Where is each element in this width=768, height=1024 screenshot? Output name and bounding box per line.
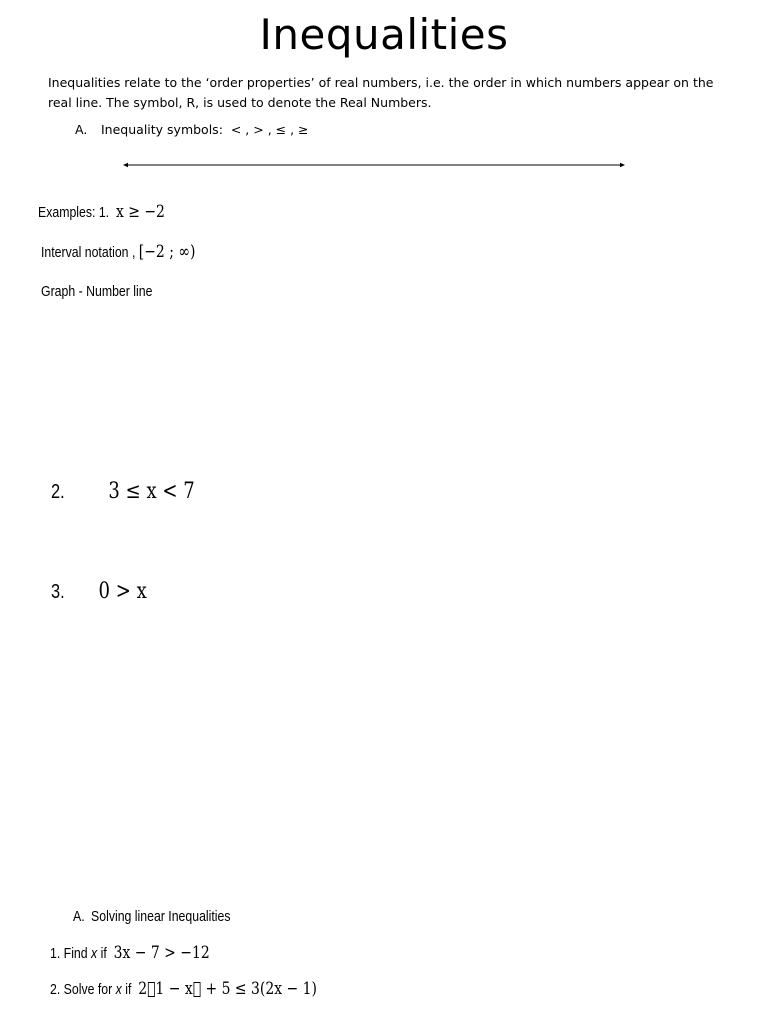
number-line-right-arrow: [620, 163, 625, 167]
intro-paragraph: Inequalities relate to the ‘order properties’ of real numbers, i.e. the order in which numbers appear on the real line. The symbol, R, is used to denote the Real Numbers.: [48, 75, 714, 110]
question-2-var: x: [115, 981, 122, 998]
page-title: Inequalities: [259, 10, 509, 59]
graph-label-text: Graph - Number line: [41, 283, 153, 300]
question-1-math: 3x − 7 > −12: [113, 943, 210, 963]
question-1: [50, 943, 210, 963]
question-1-var: x: [91, 945, 98, 962]
number-line: [120, 157, 630, 173]
example-3-number: 3.: [51, 581, 65, 603]
question-2-prefix: 2. Solve for: [50, 981, 113, 998]
inequality-symbols-label: Inequality symbols:: [101, 122, 223, 137]
section-b-label: Solving linear Inequalities: [91, 908, 231, 925]
inequality-symbols-line: [75, 122, 309, 137]
example-1-prefix: Examples: 1.: [38, 204, 110, 221]
section-a-marker: A.: [75, 122, 88, 137]
example-2-number: 2.: [51, 481, 65, 503]
section-b-heading: [73, 908, 231, 925]
question-2-math: 2⃞1 − x⃞ + 5 ≤ 3(2x − 1): [138, 979, 317, 999]
example-3: [51, 579, 147, 604]
section-b-marker: A.: [73, 908, 85, 925]
example-2: [51, 479, 195, 504]
example-1-math: x ≥ −2: [115, 202, 165, 222]
example-3-math: 0 > x: [98, 579, 147, 604]
example-2-math: 3 ≤ x < 7: [108, 479, 195, 504]
question-2: [50, 979, 317, 999]
graph-label: [41, 283, 152, 300]
question-1-if: if: [100, 945, 107, 962]
interval-notation-math: [−2 ; ∞): [138, 242, 196, 262]
interval-notation: [41, 242, 195, 262]
interval-notation-label: Interval notation ,: [41, 244, 136, 261]
question-2-if: if: [125, 981, 132, 998]
question-1-prefix: 1. Find: [50, 945, 88, 962]
number-line-left-arrow: [123, 163, 128, 167]
example-1: [38, 202, 165, 222]
inequality-symbols: < , > , ≤ , ≥: [230, 122, 309, 137]
